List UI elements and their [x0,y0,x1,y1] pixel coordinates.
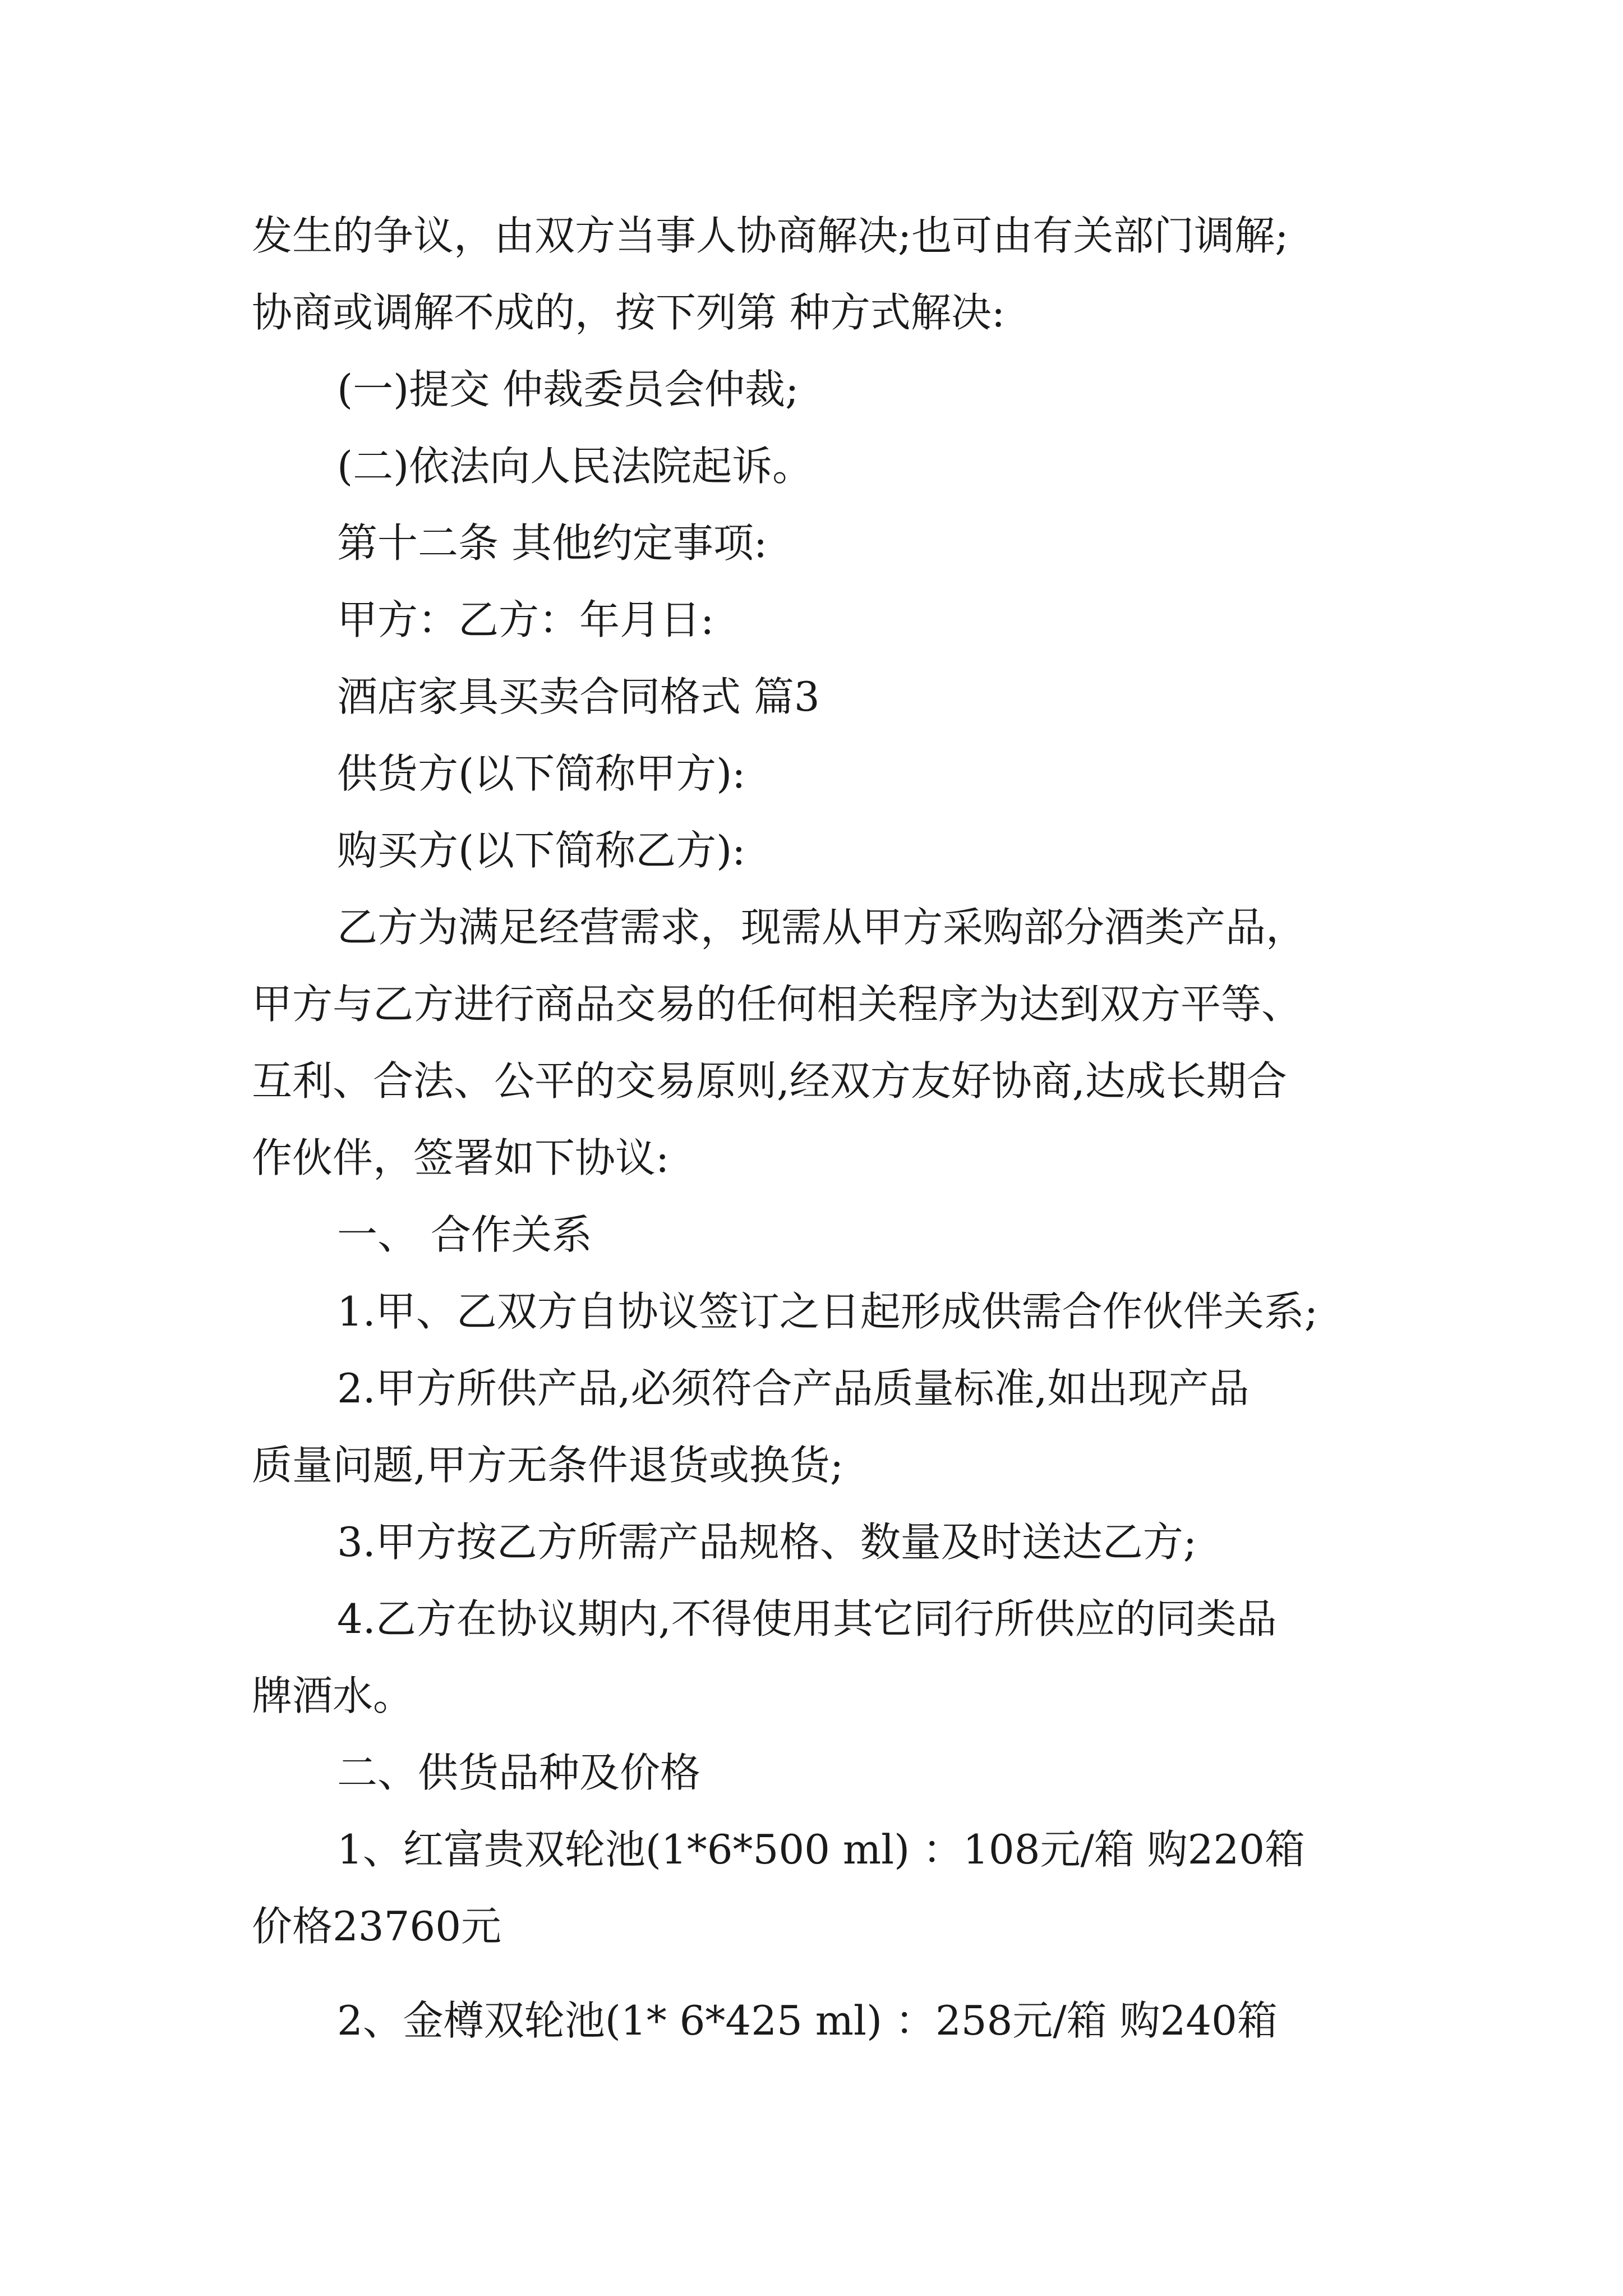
text-line: 甲方与乙方进行商品交易的任何相关程序为达到双方平等、 [252,981,1302,1028]
text-line: 互利、合法、公平的交易原则,经双方友好协商,达成长期合 [252,1057,1287,1105]
text-line: (二)依法向人民法院起诉。 [337,443,813,490]
subsection-heading: 一、 合作关系 [337,1211,592,1258]
text-line: 协商或调解不成的，按下列第 种方式解决: [252,289,1006,336]
text-line: (一)提交 仲裁委员会仲裁; [337,366,799,413]
document-body [252,197,1373,2059]
text-line: 供货方(以下简称甲方): [337,750,746,797]
text-line: 质量问题,甲方无条件退货或换货; [252,1442,844,1489]
text-line: 牌酒水。 [252,1672,414,1719]
text-line: 甲方：乙方：年月日: [337,596,714,643]
text-line: 2、金樽双轮池(1* 6*425 ml) ：258元/箱 购240箱 [337,1997,1278,2044]
text-line: 作伙伴，签署如下协议: [252,1134,670,1181]
text-line: 2.甲方所供产品,必须符合产品质量标准,如出现产品 [337,1365,1249,1412]
text-line: 3.甲方按乙方所需产品规格、数量及时送达乙方; [337,1519,1197,1566]
subsection-heading: 二、供货品种及价格 [337,1749,701,1796]
text-line: 乙方为满足经营需求，现需从甲方采购部分酒类产品， [337,904,1307,951]
section-heading: 酒店家具买卖合同格式 篇3 [337,673,820,720]
text-line: 价格23760元 [252,1903,502,1950]
text-line: 1、红富贵双轮池(1*6*500 ml) ：108元/箱 购220箱 [337,1826,1306,1873]
text-line: 购买方(以下简称乙方): [337,827,746,874]
text-line: 4.乙方在协议期内,不得使用其它同行所供应的同类品 [337,1595,1277,1642]
text-line: 发生的争议，由双方当事人协商解决;也可由有关部门调解; [252,212,1289,259]
text-line: 1.甲、乙双方自协议签订之日起形成供需合作伙伴关系; [337,1288,1318,1335]
text-line: 第十二条 其他约定事项: [337,519,768,567]
